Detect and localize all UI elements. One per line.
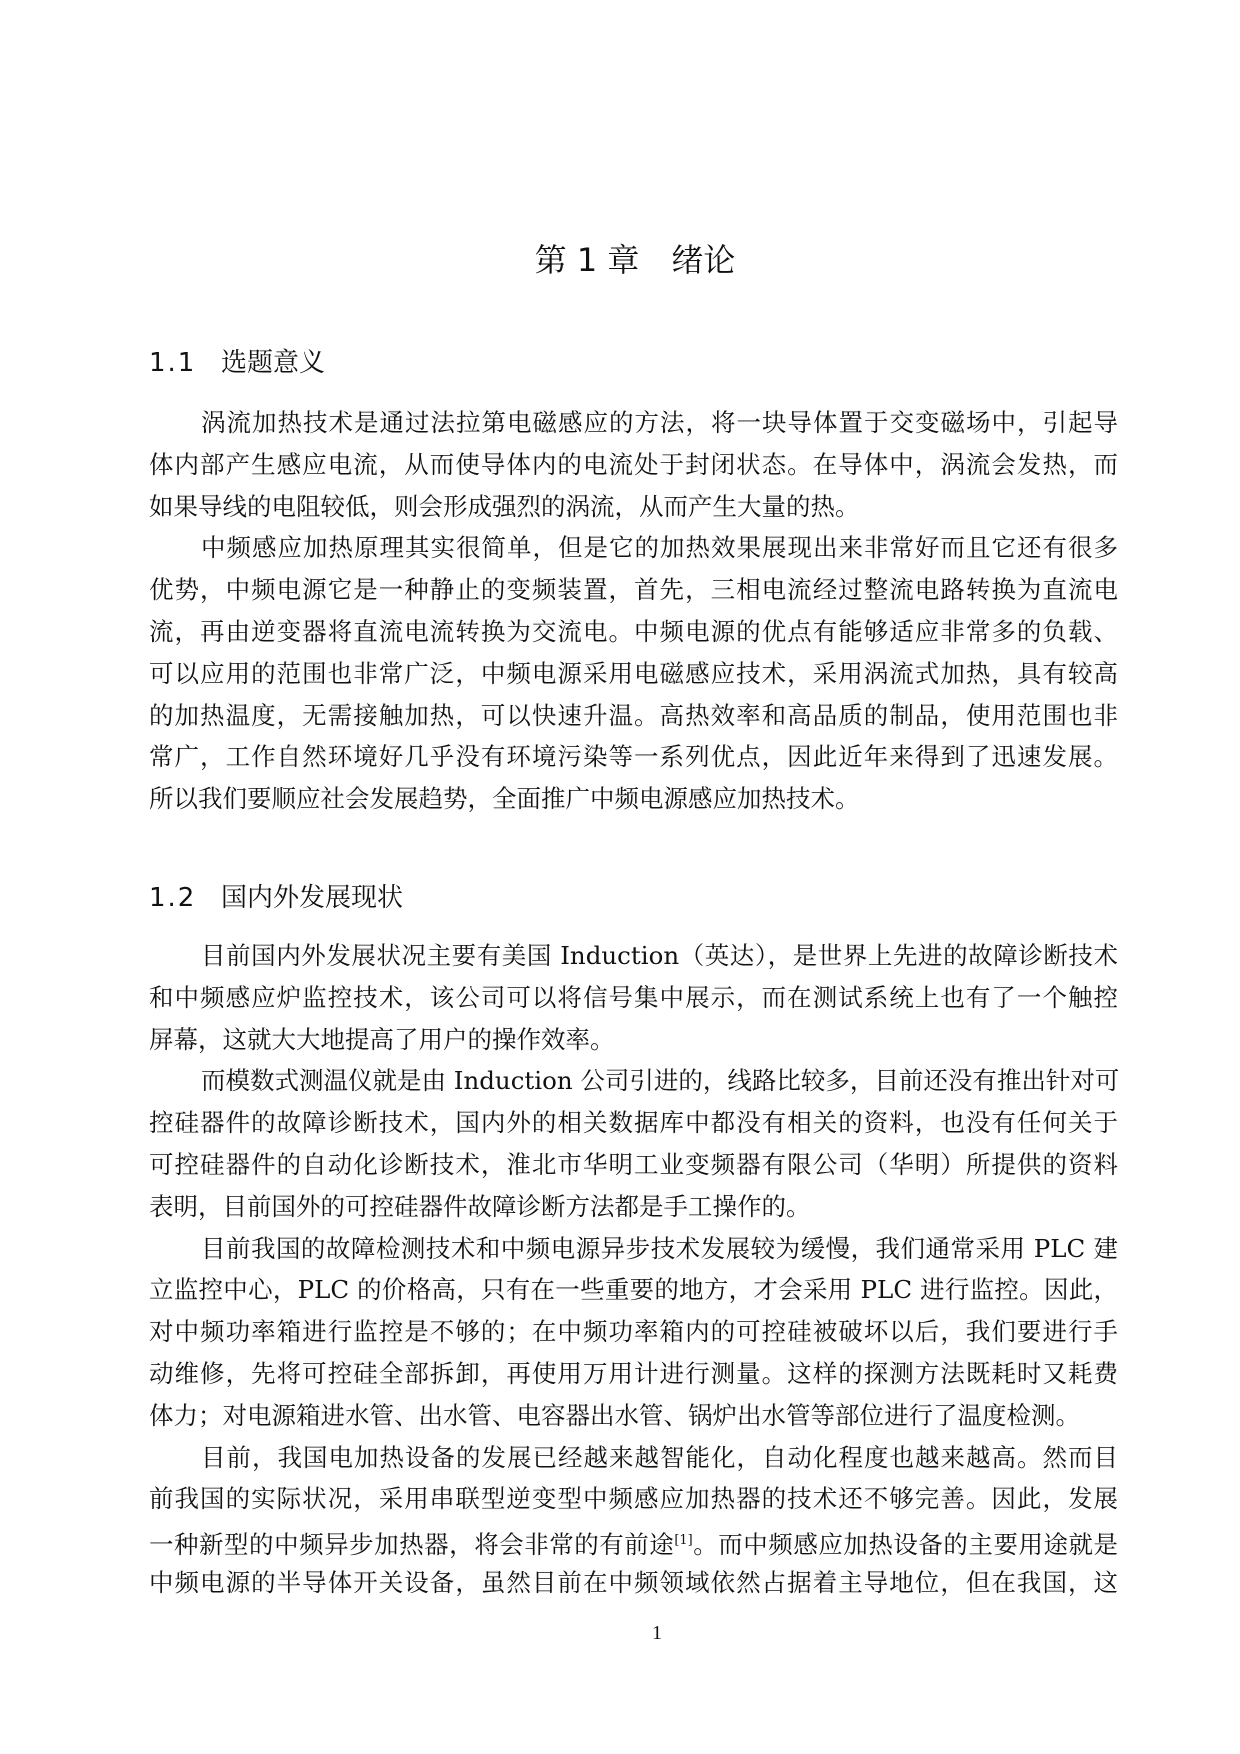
text-line: 前我国的实际状况，采用串联型逆变型中频感应加热器的技术还不够完善。因此，发展 [149,1484,1118,1514]
paragraph [149,1228,1118,1437]
paragraph [149,1060,1118,1227]
section-heading-1-1 [149,343,325,383]
text-line: 所以我们要顺应社会发展趋势，全面推广中频电源感应加热技术。 [149,784,860,814]
section-1-2-body [149,935,1118,1604]
text-line: 如果导线的电阻较低，则会形成强烈的涡流，从而产生大量的热。 [149,491,860,521]
text-line: 体内部产生感应电流，从而使导体内的电流处于封闭状态。在导体中，涡流会发热，而 [149,449,1118,479]
page-number: 1 [652,1622,662,1644]
text-line: 对中频功率箱进行监控是不够的；在中频功率箱内的可控硅被破坏以后，我们要进行手 [149,1317,1118,1347]
text-line: 涡流加热技术是通过法拉第电磁感应的方法，将一块导体置于交变磁场中，引起导 [201,408,1118,437]
section-title: 国内外发展现状 [221,883,404,913]
text-line: 可以应用的范围也非常广泛，中频电源采用电磁感应技术，采用涡流式加热，具有较高 [149,658,1118,688]
section-heading-1-2 [149,878,403,918]
paragraph [149,1437,1118,1604]
text-line: 目前国内外发展状况主要有美国 Induction（英达），是世界上先进的故障诊断技术 [201,941,1118,970]
section-number: 1.2 [149,883,197,913]
text-line: 可控硅器件的自动化诊断技术，淮北市华明工业变频器有限公司（华明）所提供的资料 [149,1149,1118,1179]
text-line: 流，再由逆变器将直流电流转换为交流电。中频电源的优点有能够适应非常多的负载、 [149,616,1118,646]
paragraph [149,935,1118,1060]
text-line: 中频电源的半导体开关设备，虽然目前在中频领域依然占据着主导地位，但在我国，这 [149,1567,1118,1597]
text-line: 和中频感应炉监控技术，该公司可以将信号集中展示，而在测试系统上也有了一个触控 [149,982,1118,1012]
text-line: 目前我国的故障检测技术和中频电源异步技术发展较为缓慢，我们通常采用 PLC 建 [201,1233,1118,1263]
text-line: 表明，目前国外的可控硅器件故障诊断方法都是手工操作的。 [149,1191,811,1221]
text-line: 动维修，先将可控硅全部拆卸，再使用万用计进行测量。这样的探测方法既耗时又耗费 [149,1358,1118,1388]
text-line: 立监控中心，PLC 的价格高，只有在一些重要的地方，才会采用 PLC 进行监控。因此， [149,1275,1118,1305]
citation-link[interactable]: [1] [674,1533,693,1549]
chapter-title: 第 1 章 绪论 [534,241,736,279]
section-1-1-body [149,402,1118,820]
text-line: 体力；对电源箱进水管、出水管、电容器出水管、锅炉出水管等部位进行了温度检测。 [149,1400,1080,1430]
text-line: 优势，中频电源它是一种静止的变频装置，首先，三相电流经过整流电路转换为直流电 [149,575,1118,605]
text-line: 中频感应加热原理其实很简单，但是它的加热效果展现出来非常好而且它还有很多 [201,533,1118,563]
text-line: 常广，工作自然环境好几乎没有环境污染等一系列优点，因此近年来得到了迅速发展。 [149,742,1118,772]
section-number: 1.1 [149,348,197,378]
section-title: 选题意义 [221,348,326,378]
text-line: 屏幕，这就大大地提高了用户的操作效率。 [149,1024,615,1054]
text-line-with-citation [149,1520,1118,1562]
text-line: 目前，我国电加热设备的发展已经越来越智能化，自动化程度也越来越高。然而目 [201,1442,1118,1472]
text: 。而中频感应加热设备的主要用途就是 [692,1530,1119,1560]
paragraph [149,402,1118,527]
text-line: 的加热温度，无需接触加热，可以快速升温。高热效率和高品质的制品，使用范围也非 [149,700,1118,730]
text: 一种新型的中频异步加热器，将会非常的有前途 [149,1530,675,1560]
paragraph [149,527,1118,820]
text-line: 而模数式测温仪就是由 Induction 公司引进的，线路比较多，目前还没有推出针对可 [201,1066,1120,1096]
text-line: 控硅器件的故障诊断技术，国内外的相关数据库中都没有相关的资料，也没有任何关于 [149,1108,1118,1138]
